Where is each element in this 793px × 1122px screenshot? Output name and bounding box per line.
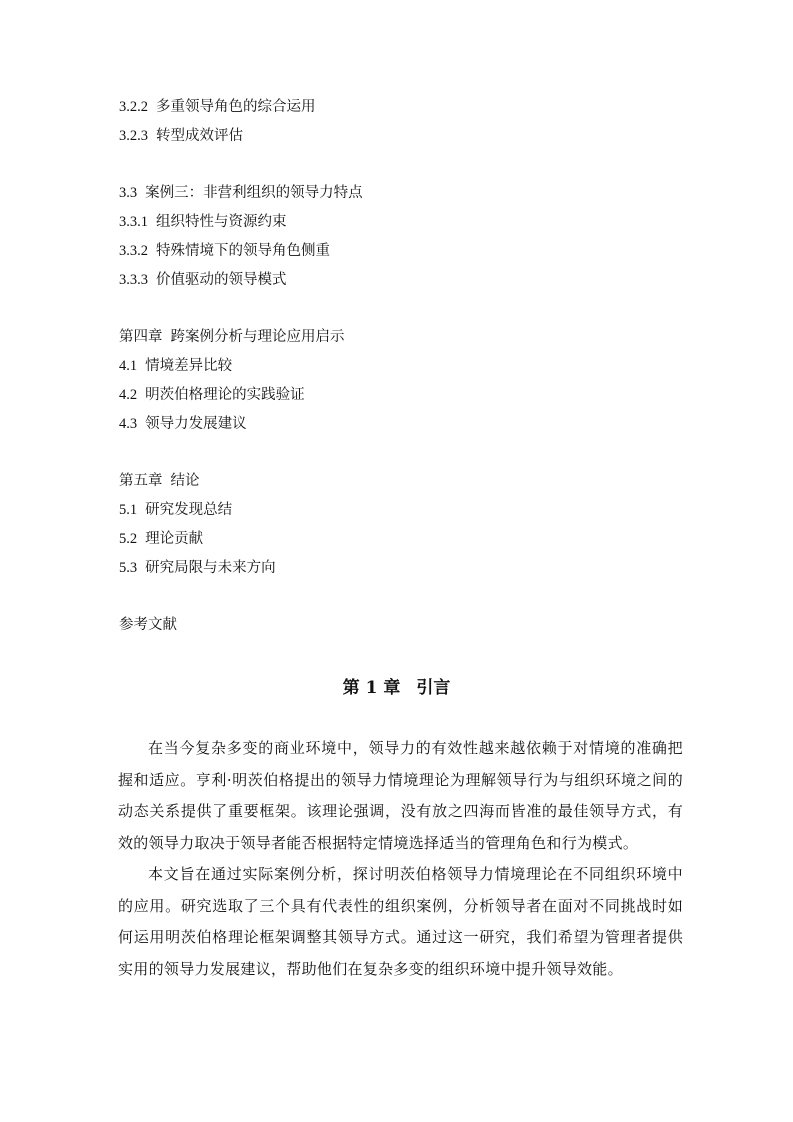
toc-entry-number: 4.2 [119, 387, 138, 403]
toc-entry [119, 323, 679, 352]
toc-entry-title: 结论 [170, 473, 200, 489]
toc-entry [119, 179, 679, 208]
toc-entry [119, 352, 679, 381]
toc-entry-number: 第五章 [119, 473, 163, 489]
toc-entry [119, 237, 679, 266]
toc-entry [119, 554, 679, 583]
toc-entry-title: 理论贡献 [145, 531, 204, 547]
toc-entry [119, 266, 679, 295]
toc-entry-title: 案例三：非营利组织的领导力特点 [145, 185, 363, 201]
chapter-number: 第 1 章 [342, 678, 401, 698]
toc-spacer [119, 583, 679, 611]
body-paragraph: 本文旨在通过实际案例分析，探讨明茨伯格领导力情境理论在不同组织环境中的应用。研究选取了三个具有代表性的组织案例，分析领导者在面对不同挑战时如何运用明茨伯格理论框架调整其领导方式。通过这一研究，我们希望为管理者提供实用的领导力发展建议，帮助他们在复杂多变的组织环境中提升领导效能。 [118, 865, 683, 978]
toc-entry-number: 4.1 [119, 358, 138, 374]
toc-entry-number: 3.2.2 [119, 99, 148, 115]
toc-entry-number: 3.3.1 [119, 214, 148, 230]
toc-entry [119, 410, 679, 439]
toc-entry-number: 3.3.2 [119, 243, 148, 259]
toc-spacer [119, 439, 679, 467]
toc-entry [119, 208, 679, 237]
toc-entry-title: 特殊情境下的领导角色侧重 [156, 243, 330, 259]
toc-entry-title: 转型成效评估 [156, 128, 243, 144]
toc-entry-number: 5.2 [119, 531, 138, 547]
toc-entry-number: 3.3.3 [119, 272, 148, 288]
toc-entry-title: 明茨伯格理论的实践验证 [145, 387, 305, 403]
toc-entry [119, 381, 679, 410]
toc-entry [119, 467, 679, 496]
toc-entry-title: 领导力发展建议 [145, 416, 247, 432]
chapter-heading [0, 673, 793, 703]
toc-entry-number: 3.2.3 [119, 128, 148, 144]
toc-entry-number: 5.1 [119, 502, 138, 518]
toc-entry [119, 122, 679, 151]
toc-entry-title: 价值驱动的领导模式 [156, 272, 287, 288]
toc-spacer [119, 151, 679, 179]
toc-entry-number: 4.3 [119, 416, 138, 432]
toc-entry-number: 3.3 [119, 185, 138, 201]
toc-entry-number: 第四章 [119, 329, 163, 345]
body-paragraph: 在当今复杂多变的商业环境中，领导力的有效性越来越依赖于对情境的准确把握和适应。亨利·明茨伯格提出的领导力情境理论为理解领导行为与组织环境之间的动态关系提供了重要框架。该理论强调，没有放之四海而皆准的最佳领导方式，有效的领导力取决于领导者能否根据特定情境选择适当的管理角色和行为模式。 [118, 739, 683, 852]
toc-entry-title: 研究发现总结 [145, 502, 233, 518]
toc-entry [119, 93, 679, 122]
toc-entry [119, 496, 679, 525]
toc-entry-number: 5.3 [119, 560, 138, 576]
chapter-title: 引言 [416, 678, 451, 698]
toc-references: 参考文献 [119, 617, 177, 633]
toc-entry-title: 跨案例分析与理论应用启示 [170, 329, 345, 345]
chapter-body [118, 733, 683, 985]
table-of-contents [119, 93, 679, 640]
toc-spacer [119, 295, 679, 323]
toc-entry-title: 组织特性与资源约束 [156, 214, 287, 230]
toc-entry-title: 研究局限与未来方向 [145, 560, 276, 576]
toc-entry-title: 情境差异比较 [145, 358, 233, 374]
toc-entry-title: 多重领导角色的综合运用 [156, 99, 316, 115]
toc-entry [119, 525, 679, 554]
